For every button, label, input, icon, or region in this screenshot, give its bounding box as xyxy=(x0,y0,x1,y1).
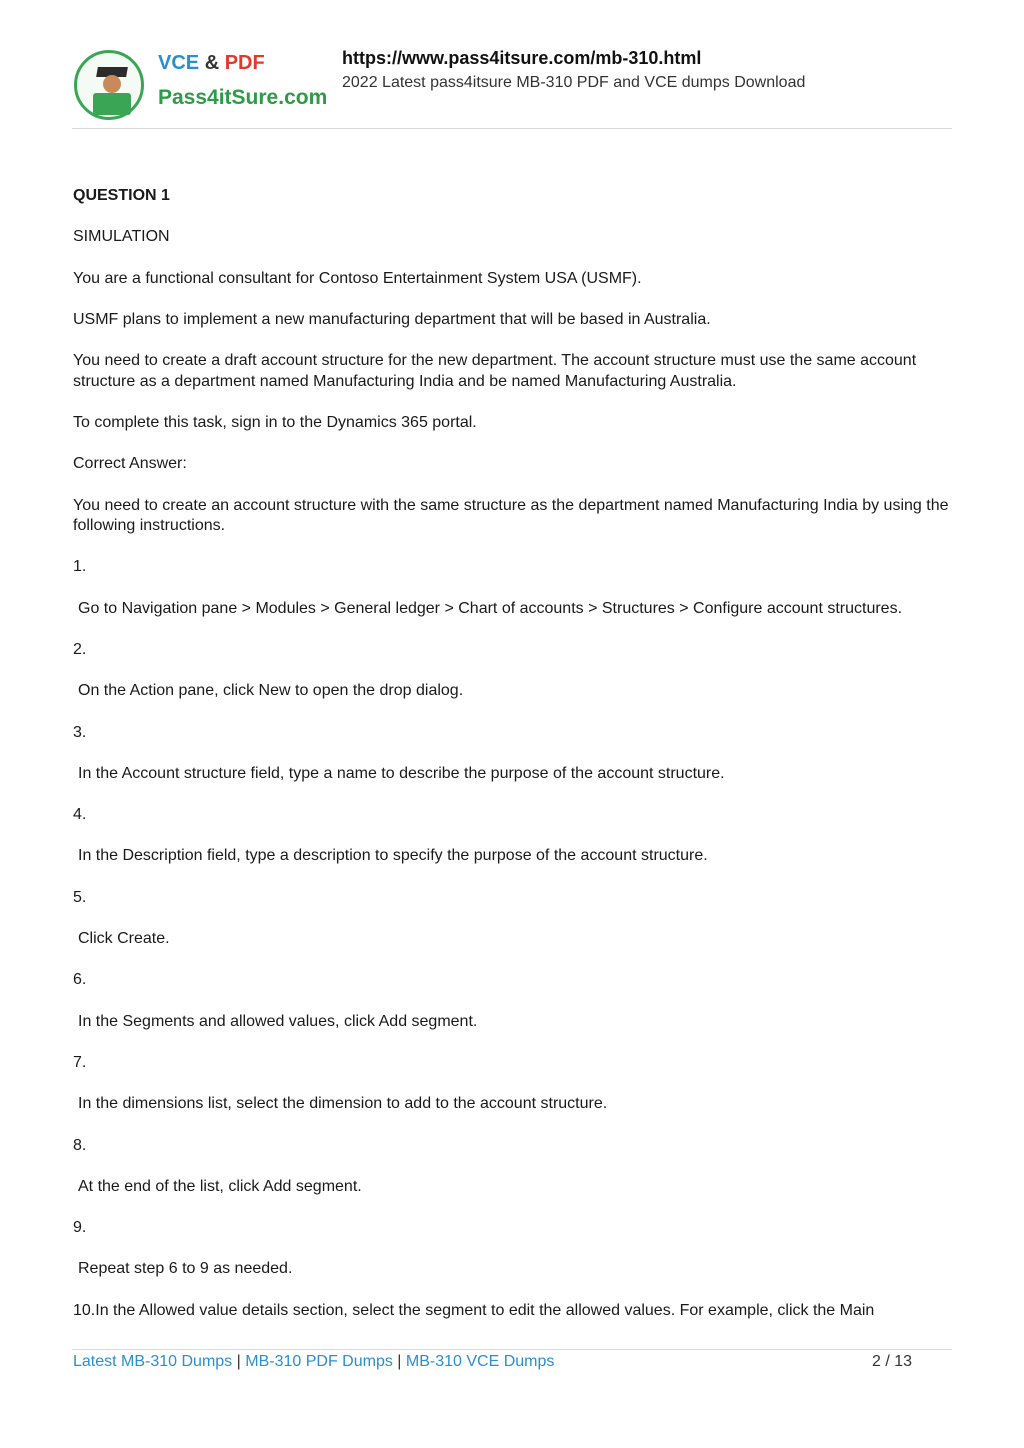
step-number: 9. xyxy=(73,1219,87,1237)
answer-intro: You need to create an account structure with the same structure as the department named Manufacturing India by using the following instructions. xyxy=(73,496,949,535)
logo-title xyxy=(158,52,265,75)
question-paragraph: USMF plans to implement a new manufacturing department that will be based in Australia. xyxy=(73,310,711,328)
question-paragraph: You are a functional consultant for Contoso Entertainment System USA (USMF). xyxy=(73,269,642,287)
step-text: Go to Navigation pane > Modules > General ledger > Chart of accounts > Structures > Configure account structures. xyxy=(78,599,903,617)
step-text: On the Action pane, click New to open the drop dialog. xyxy=(78,682,464,700)
question-type: SIMULATION xyxy=(73,228,170,246)
step-text: In the Account structure field, type a name to describe the purpose of the account structure. xyxy=(78,764,725,782)
step-number: 1. xyxy=(73,558,87,576)
header-url[interactable]: https://www.pass4itsure.com/mb-310.html xyxy=(342,48,702,68)
pdf-dumps-link[interactable]: MB-310 PDF Dumps xyxy=(245,1353,393,1370)
page-header xyxy=(72,44,952,129)
question-content xyxy=(73,186,953,1342)
graduate-laptop-icon xyxy=(74,50,144,120)
footer-separator: | xyxy=(397,1353,402,1370)
question-paragraph: To complete this task, sign in to the Dynamics 365 portal. xyxy=(73,413,477,431)
question-title: QUESTION 1 xyxy=(73,187,170,204)
step-number: 6. xyxy=(73,971,87,989)
step-text: Repeat step 6 to 9 as needed. xyxy=(78,1260,293,1278)
logo-site-name: Pass4itSure.com xyxy=(158,86,328,109)
latest-dumps-link[interactable]: Latest MB-310 Dumps xyxy=(73,1353,233,1370)
logo-pdf: PDF xyxy=(224,52,265,74)
footer-links xyxy=(73,1353,554,1371)
question-paragraph: You need to create a draft account structure for the new department. The account structure must use the same account structure as a department named Manufacturing India and be named Manufacturing Australia. xyxy=(73,352,917,390)
step-text: At the end of the list, click Add segment. xyxy=(78,1177,362,1195)
logo-vce: VCE xyxy=(158,52,200,74)
step-number: 4. xyxy=(73,806,87,824)
vce-dumps-link[interactable]: MB-310 VCE Dumps xyxy=(405,1353,555,1370)
step-number: 3. xyxy=(73,723,87,741)
answer-label: Correct Answer: xyxy=(73,455,187,473)
pass4itsure-logo xyxy=(72,46,328,124)
page-number: 2 / 13 xyxy=(871,1353,912,1370)
step-text: In the dimensions list, select the dimension to add to the account structure. xyxy=(78,1095,608,1113)
header-subtitle: 2022 Latest pass4itsure MB-310 PDF and VCE dumps Download xyxy=(342,74,806,91)
step-text: In the Segments and allowed values, click Add segment. xyxy=(78,1012,478,1030)
step-number: 8. xyxy=(73,1136,87,1154)
step-text: Click Create. xyxy=(78,930,170,948)
step-number: 5. xyxy=(73,888,87,906)
step-number: 2. xyxy=(73,640,87,658)
step-10-text: 10.In the Allowed value details section, select the segment to edit the allowed values. For example, click the Main xyxy=(73,1301,875,1319)
step-text: In the Description field, type a description to specify the purpose of the account structure. xyxy=(78,847,708,865)
step-number: 7. xyxy=(73,1053,87,1071)
footer-separator: | xyxy=(236,1353,241,1370)
page-footer xyxy=(72,1349,952,1370)
logo-amp: & xyxy=(204,52,220,74)
